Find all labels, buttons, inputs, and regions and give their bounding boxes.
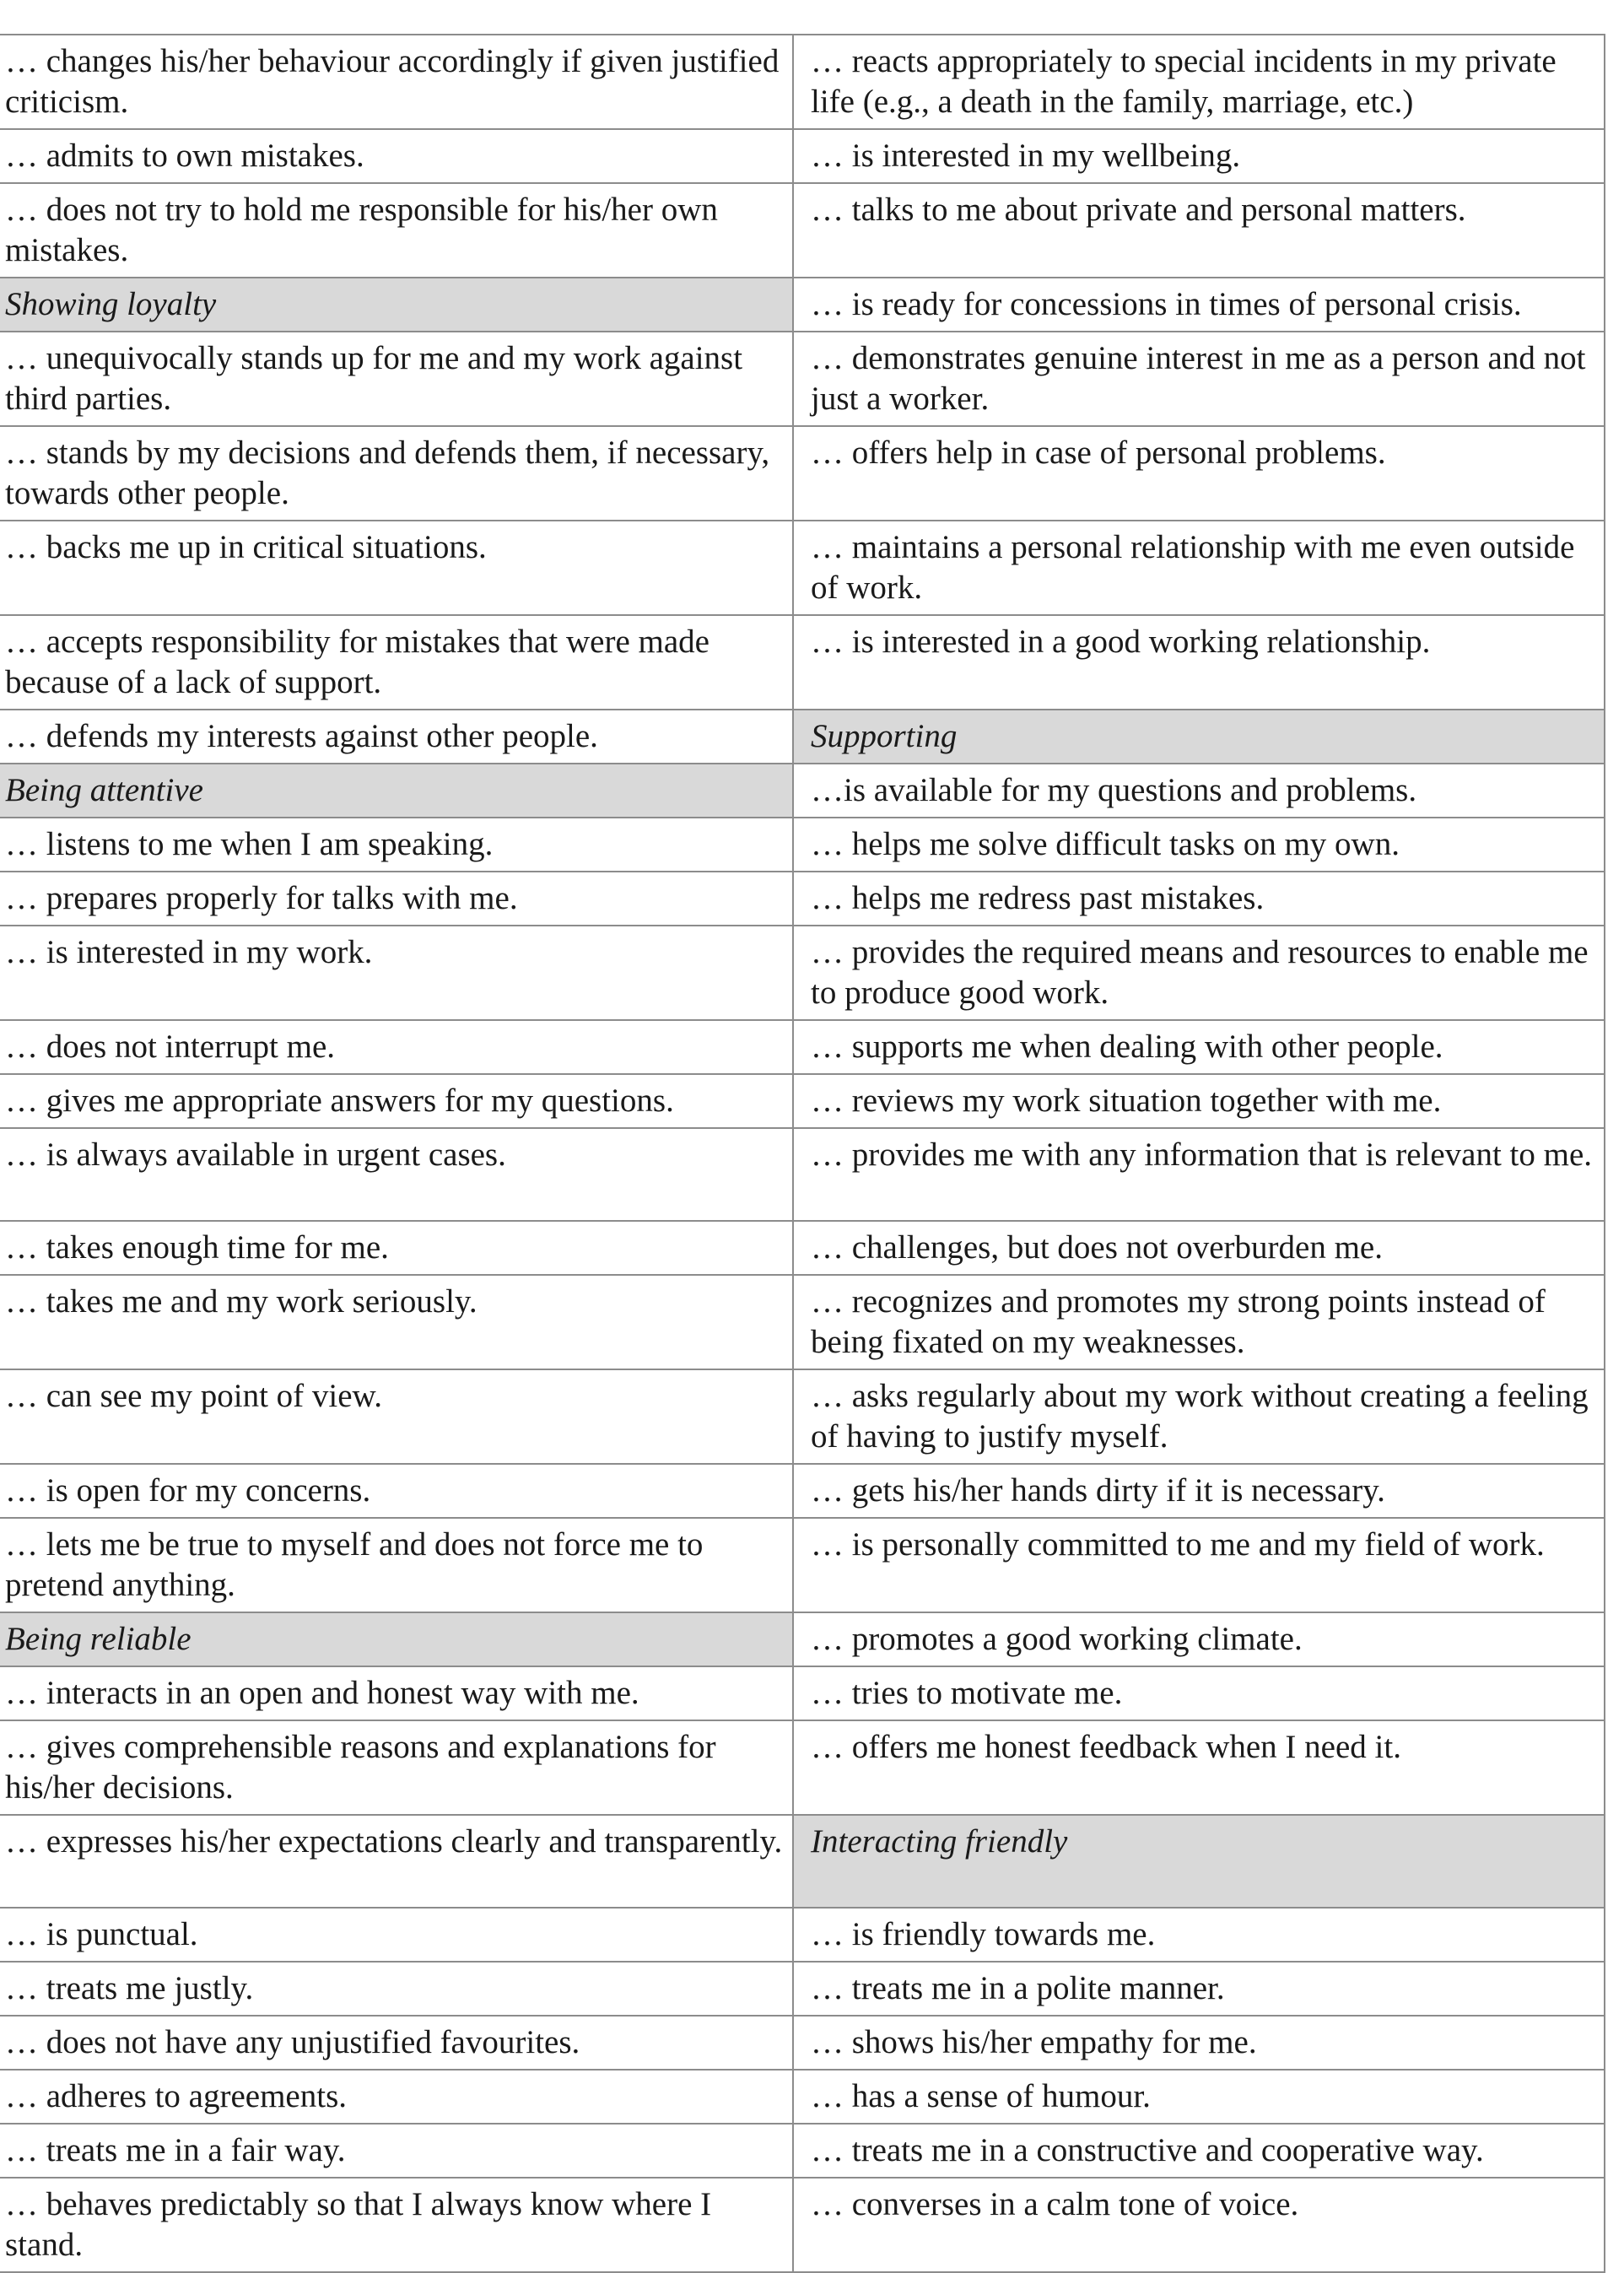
table-row [0,1908,1605,1962]
table-row [0,926,1605,1020]
item-cell-left: … is punctual. [0,1908,793,1962]
table-row [0,35,1605,129]
item-table-body [0,35,1605,2272]
table-row [0,521,1605,615]
item-cell-left: … accepts responsibility for mistakes that were made because of a lack of support. [0,615,793,710]
item-table [0,34,1605,2273]
item-cell-left: … behaves predictably so that I always know where I stand. [0,2178,793,2272]
item-cell-right: … promotes a good working climate. [793,1612,1605,1666]
item-cell-right: … has a sense of humour. [793,2070,1605,2124]
table-row [0,818,1605,872]
item-cell-left: … expresses his/her expectations clearly and transparently. [0,1815,793,1908]
item-cell-left: … adheres to agreements. [0,2070,793,2124]
item-cell-right: … supports me when dealing with other people. [793,1020,1605,1074]
item-cell-right: … is interested in a good working relationship. [793,615,1605,710]
item-cell-left: … stands by my decisions and defends them, if necessary, towards other people. [0,426,793,521]
item-cell-right: … provides me with any information that is relevant to me. [793,1128,1605,1221]
item-cell-left: … does not try to hold me responsible for his/her own mistakes. [0,183,793,278]
table-row [0,1720,1605,1815]
table-row [0,1666,1605,1720]
item-cell-left: … admits to own mistakes. [0,129,793,183]
table-row [0,872,1605,926]
item-cell-right: … treats me in a polite manner. [793,1962,1605,2016]
item-cell-left: … does not have any unjustified favourites. [0,2016,793,2070]
item-cell-right: … is friendly towards me. [793,1908,1605,1962]
table-row [0,2178,1605,2272]
table-row [0,1369,1605,1464]
item-cell-right: …is available for my questions and problems. [793,764,1605,818]
table-row [0,1612,1605,1666]
item-cell-left: … defends my interests against other people. [0,710,793,764]
item-cell-right: … helps me redress past mistakes. [793,872,1605,926]
table-row [0,129,1605,183]
item-cell-right: … is interested in my wellbeing. [793,129,1605,183]
section-heading-cell: Showing loyalty [0,278,793,332]
item-cell-left: … does not interrupt me. [0,1020,793,1074]
item-cell-right: … converses in a calm tone of voice. [793,2178,1605,2272]
table-row [0,1221,1605,1275]
item-cell-right: … is ready for concessions in times of personal crisis. [793,278,1605,332]
item-cell-left: … gives comprehensible reasons and explanations for his/her decisions. [0,1720,793,1815]
table-row [0,2124,1605,2178]
section-heading-cell: Being attentive [0,764,793,818]
item-cell-right: … maintains a personal relationship with me even outside of work. [793,521,1605,615]
table-row [0,710,1605,764]
table-row [0,2016,1605,2070]
item-cell-right: … offers help in case of personal problems. [793,426,1605,521]
table-row [0,183,1605,278]
item-cell-left: … gives me appropriate answers for my questions. [0,1074,793,1128]
section-heading-cell: Interacting friendly [793,1815,1605,1908]
item-cell-right: … talks to me about private and personal matters. [793,183,1605,278]
item-cell-left: … prepares properly for talks with me. [0,872,793,926]
item-cell-right: … reacts appropriately to special incidents in my private life (e.g., a death in the family, marriage, etc.) [793,35,1605,129]
item-cell-right: … asks regularly about my work without creating a feeling of having to justify myself. [793,1369,1605,1464]
item-cell-left: … treats me in a fair way. [0,2124,793,2178]
table-row [0,1464,1605,1518]
item-cell-right: … treats me in a constructive and cooperative way. [793,2124,1605,2178]
item-cell-left: … backs me up in critical situations. [0,521,793,615]
item-cell-right: … tries to motivate me. [793,1666,1605,1720]
table-row [0,1518,1605,1612]
item-cell-left: … takes me and my work seriously. [0,1275,793,1369]
table-row [0,764,1605,818]
table-row [0,278,1605,332]
item-cell-right: … helps me solve difficult tasks on my own. [793,818,1605,872]
item-cell-right: … shows his/her empathy for me. [793,2016,1605,2070]
item-cell-right: … demonstrates genuine interest in me as a person and not just a worker. [793,332,1605,426]
item-cell-right: … recognizes and promotes my strong points instead of being fixated on my weaknesses. [793,1275,1605,1369]
table-row [0,1962,1605,2016]
table-row [0,1074,1605,1128]
table-row [0,1815,1605,1908]
table-row [0,1275,1605,1369]
table-row [0,426,1605,521]
item-cell-left: … interacts in an open and honest way with me. [0,1666,793,1720]
item-cell-right: … gets his/her hands dirty if it is necessary. [793,1464,1605,1518]
item-cell-left: … is interested in my work. [0,926,793,1020]
item-cell-left: … can see my point of view. [0,1369,793,1464]
item-cell-left: … is open for my concerns. [0,1464,793,1518]
item-cell-left: … treats me justly. [0,1962,793,2016]
item-cell-right: … offers me honest feedback when I need it. [793,1720,1605,1815]
item-cell-right: … provides the required means and resources to enable me to produce good work. [793,926,1605,1020]
item-cell-right: … challenges, but does not overburden me. [793,1221,1605,1275]
section-heading-cell: Supporting [793,710,1605,764]
item-cell-left: … unequivocally stands up for me and my work against third parties. [0,332,793,426]
item-cell-left: … lets me be true to myself and does not force me to pretend anything. [0,1518,793,1612]
table-row [0,2070,1605,2124]
item-cell-right: … reviews my work situation together with me. [793,1074,1605,1128]
table-row [0,332,1605,426]
table-row [0,615,1605,710]
item-cell-right: … is personally committed to me and my field of work. [793,1518,1605,1612]
item-cell-left: … is always available in urgent cases. [0,1128,793,1221]
table-row [0,1128,1605,1221]
item-cell-left: … listens to me when I am speaking. [0,818,793,872]
table-row [0,1020,1605,1074]
item-cell-left: … changes his/her behaviour accordingly if given justified criticism. [0,35,793,129]
item-cell-left: … takes enough time for me. [0,1221,793,1275]
section-heading-cell: Being reliable [0,1612,793,1666]
